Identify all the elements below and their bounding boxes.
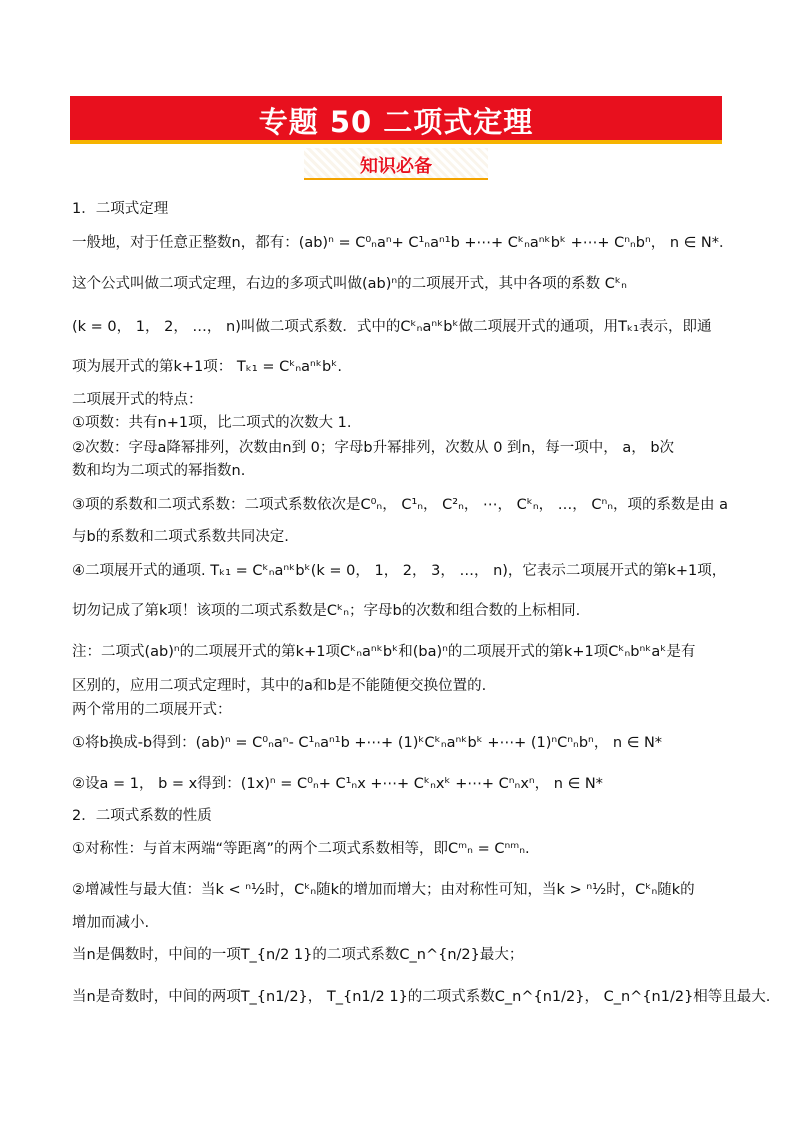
section-underline xyxy=(304,178,488,180)
text-line: 增加而减小. xyxy=(72,915,150,931)
text-line: ②次数：字母a降幂排列，次数由n到 0；字母b升幂排列，次数从 0 到n，每一项中， a， b次 xyxy=(72,440,675,456)
text-line: 当n是奇数时，中间的两项T_{n1/2}， T_{n1/2 1}的二项式系数C_n^{n1/2}， C_n^{n1/2}相等且最大. xyxy=(72,989,771,1005)
text-line: ②设a = 1， b = x得到：(1x)ⁿ = C⁰ₙ+ C¹ₙx +⋯+ Cᵏₙxᵏ +⋯+ Cⁿₙxⁿ， n ∈ N* xyxy=(72,776,603,792)
text-line: 区别的，应用二项式定理时，其中的a和b是不能随便交换位置的. xyxy=(72,678,487,694)
page-title: 专题 50 二项式定理 xyxy=(258,105,534,139)
text-line: ②增减性与最大值：当k < ⁿ¹⁄₂时，Cᵏₙ随k的增加而增大；由对称性可知，当k > ⁿ¹⁄₂时，Cᵏₙ随k的 xyxy=(72,882,695,898)
text-line: 2．二项式系数的性质 xyxy=(72,808,212,824)
text-line: 与b的系数和二项式系数共同决定. xyxy=(72,529,289,545)
section-header xyxy=(304,148,488,180)
text-line: 数和均为二项式的幂指数n. xyxy=(72,463,246,479)
text-line: ①对称性：与首末两端“等距离”的两个二项式系数相等，即Cᵐₙ = Cⁿᵐₙ. xyxy=(72,841,530,857)
text-line: 切勿记成了第k项！该项的二项式系数是Cᵏₙ；字母b的次数和组合数的上标相同. xyxy=(72,603,581,619)
text-line: ③项的系数和二项式系数：二项式系数依次是C⁰ₙ， C¹ₙ， C²ₙ， ⋯， Cᵏₙ， …， Cⁿₙ，项的系数是由 a xyxy=(72,497,729,513)
text-line: 一般地，对于任意正整数n，都有：(ab)ⁿ = C⁰ₙaⁿ+ C¹ₙaⁿ¹b +⋯+ Cᵏₙaⁿᵏbᵏ +⋯+ Cⁿₙbⁿ， n ∈ N*． xyxy=(72,235,734,251)
text-line: ①将b换成-b得到：(ab)ⁿ = C⁰ₙaⁿ- C¹ₙaⁿ¹b +⋯+ (1)ᵏCᵏₙaⁿᵏbᵏ +⋯+ (1)ⁿCⁿₙbⁿ， n ∈ N* xyxy=(72,735,663,751)
section-title: 知识必备 xyxy=(360,156,432,177)
text-line: ④二项展开式的通项. Tₖ₁ = Cᵏₙaⁿᵏbᵏ(k = 0， 1， 2， 3， …， n)，它表示二项展开式的第k+1项， xyxy=(72,563,727,579)
text-line: ①项数：共有n+1项，比二项式的次数大 1. xyxy=(72,415,352,431)
text-line: 当n是偶数时，中间的一项T_{n/2 1}的二项式系数C_n^{n/2}最大； xyxy=(72,947,524,963)
text-line: 注：二项式(ab)ⁿ的二项展开式的第k+1项Cᵏₙaⁿᵏbᵏ和(ba)ⁿ的二项展开式的第k+1项Cᵏₙbⁿᵏaᵏ是有 xyxy=(72,644,696,660)
text-line: (k = 0， 1， 2， …， n)叫做二项式系数．式中的Cᵏₙaⁿᵏbᵏ做二项展开式的通项，用Tₖ₁表示，即通 xyxy=(72,319,712,335)
text-line: 两个常用的二项展开式： xyxy=(72,702,232,718)
title-banner xyxy=(70,96,722,144)
text-line: 1．二项式定理 xyxy=(72,201,169,217)
text-line: 项为展开式的第k+1项： Tₖ₁ = Cᵏₙaⁿᵏbᵏ. xyxy=(72,359,342,375)
text-line: 二项展开式的特点： xyxy=(72,392,203,408)
text-line: 这个公式叫做二项式定理，右边的多项式叫做(ab)ⁿ的二项展开式，其中各项的系数 Cᵏₙ xyxy=(72,276,627,292)
